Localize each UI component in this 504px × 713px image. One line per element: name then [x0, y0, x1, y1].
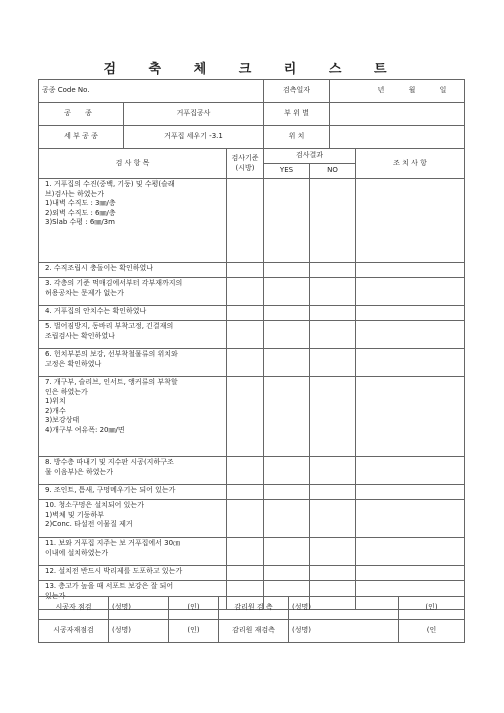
check-item-line: 2)Conc. 타설전 이물질 제거: [45, 520, 133, 528]
check-item-line: 물 이음부)은 하였는가: [45, 467, 114, 476]
sig-name[interactable]: (성명): [109, 597, 169, 620]
check-item: [39, 377, 227, 457]
table-row: [39, 263, 465, 278]
standard-cell[interactable]: [227, 321, 264, 349]
signature-table: [38, 596, 465, 643]
yes-cell[interactable]: [264, 349, 310, 377]
sig-label: 시공자 점검: [39, 597, 109, 620]
check-item: [39, 306, 227, 321]
table-row: [39, 349, 465, 377]
col-standard-header: [227, 149, 264, 179]
month-label: 월: [408, 86, 416, 95]
standard-sub-label: (시방): [235, 163, 255, 172]
check-item: [39, 500, 227, 538]
standard-cell[interactable]: [227, 306, 264, 321]
table-row: [39, 278, 465, 306]
check-item-line: 6. 헌치부분의 보강, 선부착철물류의 위치와: [45, 350, 178, 358]
col-action-header: 조 치 사 항: [356, 149, 465, 179]
check-item-line: 12. 설치전 반드시 박리제를 도포하고 있는가: [45, 567, 183, 575]
work-value: 거푸집공사: [124, 103, 264, 126]
item-rows: [39, 179, 465, 610]
check-item: [39, 321, 227, 349]
check-item-line: 2)개수: [45, 406, 66, 415]
check-item-line: 인은 하였는가: [45, 387, 88, 396]
no-cell[interactable]: [310, 566, 356, 581]
table-row: [39, 500, 465, 538]
no-cell[interactable]: [310, 349, 356, 377]
action-cell[interactable]: [356, 263, 465, 278]
check-item-line: 이내에 설치하였는가: [45, 548, 109, 557]
yes-cell[interactable]: [264, 485, 310, 500]
check-item-line: 허용공차는 문제가 없는가: [45, 288, 124, 297]
check-item: [39, 263, 227, 278]
check-item-line: 10. 청소구멍은 설치되어 있는가: [45, 501, 144, 509]
table-row: [39, 306, 465, 321]
check-item-line: 3. 각층의 기준 먹매김에서부터 각부재까지의: [45, 279, 183, 287]
position-value[interactable]: [330, 126, 465, 149]
checklist-table: [38, 148, 465, 610]
inspector-seal: (인: [399, 620, 465, 643]
standard-cell[interactable]: [227, 500, 264, 538]
check-item-line: 9. 조인트, 틈새, 구멍메우기는 되어 있는가: [45, 486, 176, 494]
date-field[interactable]: [330, 80, 465, 103]
detail-value: 거푸집 세우기 -3.1: [124, 126, 264, 149]
sig-seal: (인): [169, 597, 219, 620]
standard-cell[interactable]: [227, 538, 264, 566]
yes-cell[interactable]: [264, 566, 310, 581]
header-table: [38, 79, 465, 149]
page-title: 검 축 체 크 리 스 트: [103, 62, 401, 77]
yes-cell[interactable]: [264, 278, 310, 306]
inspector-name[interactable]: (성명): [289, 597, 399, 620]
check-item-line: 5. 벌어짐방지, 동바리 부착고정, 긴결재의: [45, 322, 174, 330]
check-item-line: 고정은 확인하였나: [45, 359, 102, 368]
action-cell[interactable]: [356, 278, 465, 306]
no-cell[interactable]: [310, 321, 356, 349]
standard-cell[interactable]: [227, 349, 264, 377]
action-cell[interactable]: [356, 321, 465, 349]
no-cell[interactable]: [310, 179, 356, 263]
yes-cell[interactable]: [264, 377, 310, 457]
check-item: [39, 179, 227, 263]
no-cell[interactable]: [310, 538, 356, 566]
yes-cell[interactable]: [264, 306, 310, 321]
check-item-line: 3)보강상태: [45, 416, 80, 424]
standard-label: 검사기준: [231, 154, 259, 162]
no-cell[interactable]: [310, 263, 356, 278]
check-item-line: 1)내벽 수직도 : 3㎜/층: [45, 199, 116, 207]
check-item-line: 조립검사는 확인하였나: [45, 331, 115, 340]
code-label: 공종 Code No.: [39, 80, 264, 103]
col-result-header: 검사결과: [264, 149, 356, 164]
check-item-line: 11. 보와 거푸집 지주는 보 거푸집에서 30㎝: [45, 539, 181, 547]
yes-cell[interactable]: [264, 321, 310, 349]
check-item-line: 13. 층고가 높을 때 서포트 보강은 잘 되어: [45, 582, 174, 590]
table-row: [39, 321, 465, 349]
action-cell[interactable]: [356, 500, 465, 538]
check-item-line: 브)검사는 하였는가: [45, 189, 105, 198]
action-cell[interactable]: [356, 306, 465, 321]
check-item-line: 4)개구부 여유폭: 20㎜/면: [45, 425, 125, 434]
standard-cell[interactable]: [227, 179, 264, 263]
table-row: [39, 566, 465, 581]
check-item-line: 4. 거푸집의 안치수는 확인하였나: [45, 307, 147, 315]
sig-name[interactable]: (성명): [109, 620, 169, 643]
position-label: 위 치: [264, 126, 330, 149]
table-row: [39, 485, 465, 500]
standard-cell[interactable]: [227, 377, 264, 457]
no-cell[interactable]: [310, 485, 356, 500]
standard-cell[interactable]: [227, 485, 264, 500]
inspector-label: 감리원 검 측: [219, 597, 289, 620]
action-cell[interactable]: [356, 566, 465, 581]
inspector-label: 감리원 재검측: [219, 620, 289, 643]
signature-row: [39, 597, 465, 620]
yes-cell[interactable]: [264, 500, 310, 538]
check-item-line: 2. 수직조립시 충돌이는 확인하였나: [45, 264, 154, 272]
standard-cell[interactable]: [227, 278, 264, 306]
col-item-header: 검 사 항 목: [39, 149, 227, 179]
check-item: [39, 485, 227, 500]
no-cell[interactable]: [310, 457, 356, 485]
table-row: [39, 538, 465, 566]
sig-seal: (인): [169, 620, 219, 643]
inspector-name[interactable]: (성명): [289, 620, 399, 643]
sig-label: 시공자재점검: [39, 620, 109, 643]
yes-cell[interactable]: [264, 457, 310, 485]
check-item-line: 있는가: [45, 591, 66, 600]
action-cell[interactable]: [356, 485, 465, 500]
signature-row: [39, 620, 465, 643]
location-value[interactable]: [330, 103, 465, 126]
work-label: 공 종: [39, 103, 124, 126]
col-yes-header: YES: [264, 164, 310, 179]
no-cell[interactable]: [310, 377, 356, 457]
check-item-line: 3)Slab 수평 : 6㎜/3m: [45, 218, 115, 226]
table-row: [39, 457, 465, 485]
action-cell[interactable]: [356, 377, 465, 457]
inspector-seal: (인): [399, 597, 465, 620]
no-cell[interactable]: [310, 500, 356, 538]
check-item: [39, 457, 227, 485]
table-row: [39, 179, 465, 263]
check-item-line: 1. 거푸집의 수진(중백, 기둥) 및 수평(슬래: [45, 180, 175, 188]
check-item-line: 1)벽체 및 기둥하부: [45, 510, 104, 519]
no-cell[interactable]: [310, 306, 356, 321]
action-cell[interactable]: [356, 457, 465, 485]
date-label: 검측일자: [264, 80, 330, 103]
location-label: 부 위 별: [264, 103, 330, 126]
table-row: [39, 377, 465, 457]
check-item-line: 8. 방수층 따내기 및 지수판 시공(지하구조: [45, 458, 174, 466]
year-label: 년: [377, 86, 385, 95]
check-item: [39, 349, 227, 377]
standard-cell[interactable]: [227, 263, 264, 278]
check-item-line: 1)위치: [45, 397, 66, 405]
col-no-header: NO: [310, 164, 356, 179]
yes-cell[interactable]: [264, 179, 310, 263]
day-label: 일: [439, 86, 447, 95]
action-cell[interactable]: [356, 349, 465, 377]
check-item: [39, 538, 227, 566]
check-item-line: 7. 개구부, 슬리브, 인서트, 앵커류의 부착할: [45, 378, 178, 386]
action-cell[interactable]: [356, 538, 465, 566]
check-item: [39, 278, 227, 306]
check-item-line: 2)외벽 수직도 : 6㎜/층: [45, 208, 116, 217]
detail-label: 세 부 공 종: [39, 126, 124, 149]
check-item: [39, 566, 227, 581]
standard-cell[interactable]: [227, 457, 264, 485]
no-cell[interactable]: [310, 278, 356, 306]
yes-cell[interactable]: [264, 263, 310, 278]
yes-cell[interactable]: [264, 538, 310, 566]
standard-cell[interactable]: [227, 566, 264, 581]
action-cell[interactable]: [356, 179, 465, 263]
